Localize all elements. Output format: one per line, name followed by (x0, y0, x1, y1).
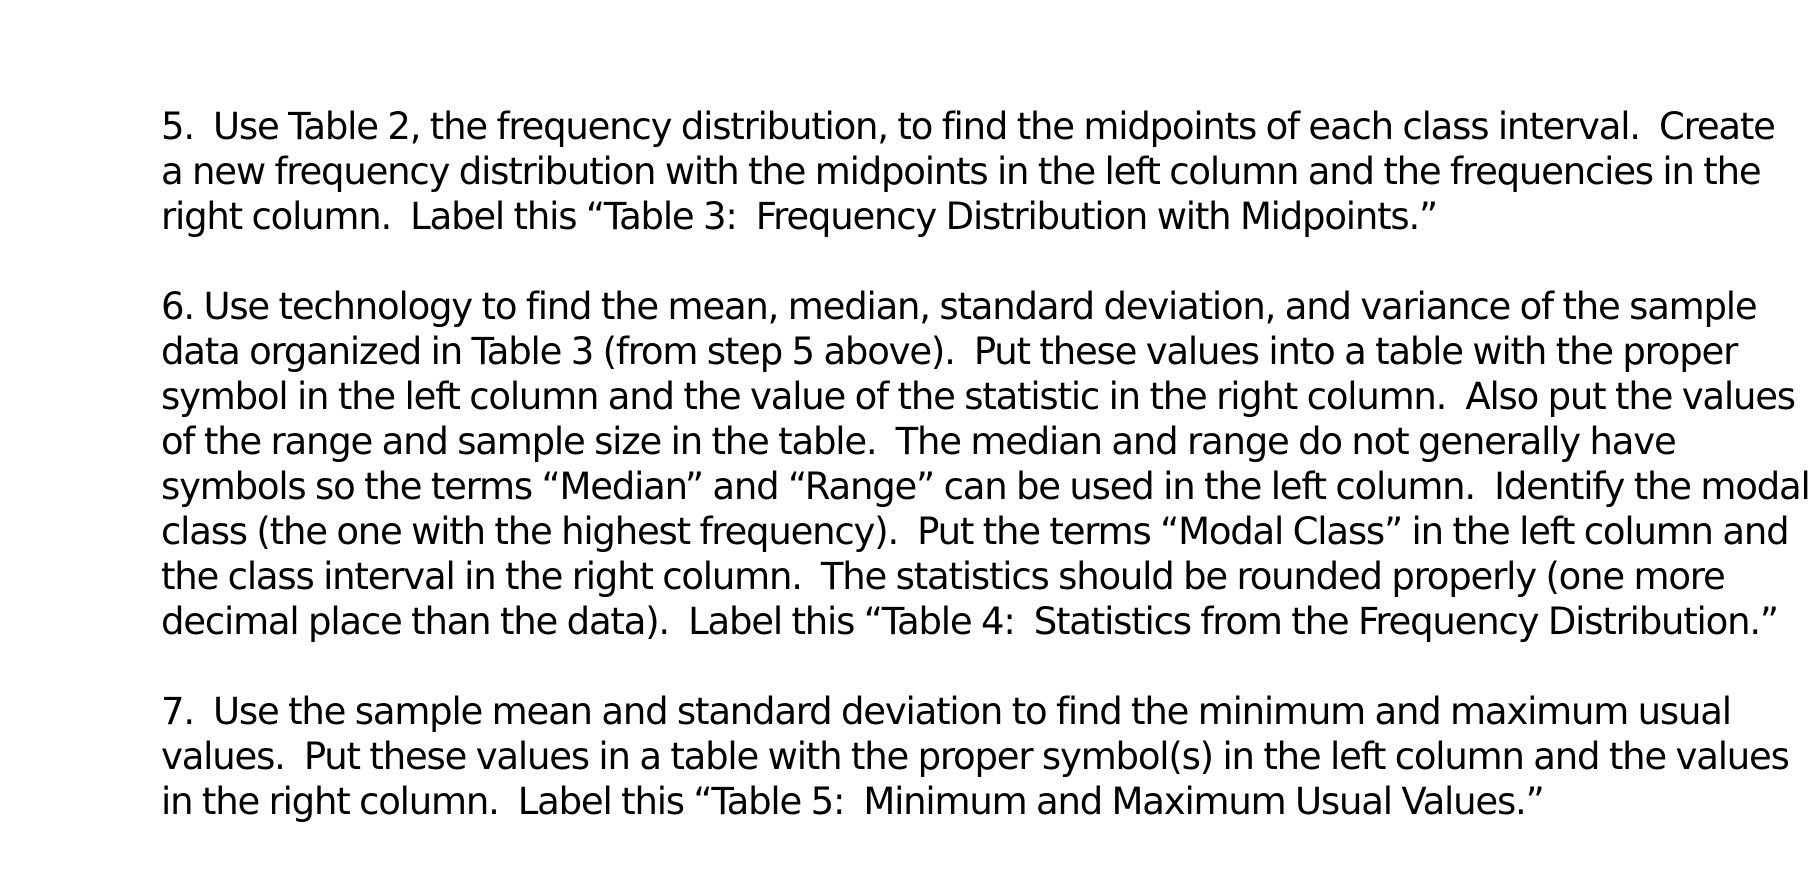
instruction-step-7 (161, 689, 1789, 824)
instruction-step-5 (161, 104, 1775, 239)
text-line: symbol in the left column and the value of the statistic in the right column. Also put the values (161, 375, 1795, 418)
text-line: 7. Use the sample mean and standard deviation to find the minimum and maximum usual (161, 690, 1731, 733)
text-line: a new frequency distribution with the midpoints in the left column and the frequencies in the (161, 150, 1761, 193)
text-line: 5. Use Table 2, the frequency distribution, to find the midpoints of each class interval. Create (161, 105, 1775, 148)
text-line: symbols so the terms “Median” and “Range” can be used in the left column. Identify the modal (161, 465, 1810, 508)
text-line: decimal place than the data). Label this “Table 4: Statistics from the Frequency Distribution.” (161, 600, 1778, 643)
text-line: 6. Use technology to find the mean, median, standard deviation, and variance of the sample (161, 285, 1757, 328)
text-line: data organized in Table 3 (from step 5 above). Put these values into a table with the proper (161, 330, 1738, 373)
text-line: values. Put these values in a table with the proper symbol(s) in the left column and the values (161, 735, 1789, 778)
instruction-step-6 (161, 284, 1810, 644)
text-line: in the right column. Label this “Table 5: Minimum and Maximum Usual Values.” (161, 780, 1544, 823)
document-page (161, 104, 1810, 824)
text-line: the class interval in the right column. The statistics should be rounded properly (one more (161, 555, 1725, 598)
text-line: right column. Label this “Table 3: Frequency Distribution with Midpoints.” (161, 195, 1438, 238)
text-line: class (the one with the highest frequency). Put the terms “Modal Class” in the left column and (161, 510, 1789, 553)
text-line: of the range and sample size in the table. The median and range do not generally have (161, 420, 1676, 463)
